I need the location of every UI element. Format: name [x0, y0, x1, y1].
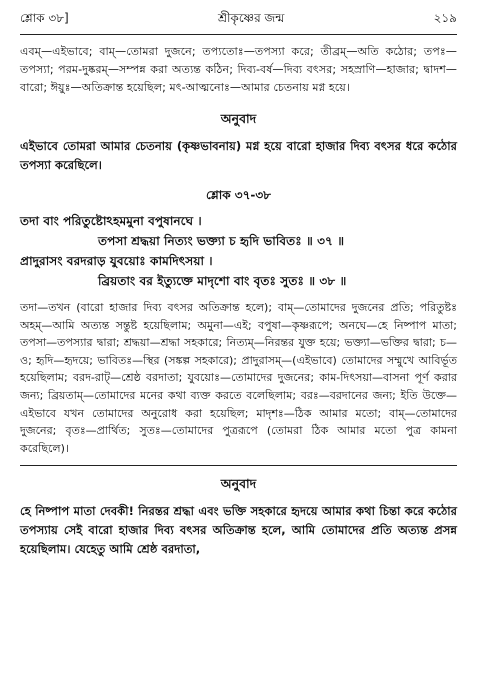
- verse-reference: শ্লোক ৩৮]: [20, 11, 69, 25]
- translation-text-1: এইভাবে তোমরা আমার চেতনায় (কৃষ্ণভাবনায়) মগ্ন হয়ে বারো হাজার দিব্য বৎসর ধরে কঠোর তপস্যা করেছিলে।: [20, 139, 457, 172]
- running-header: [20, 10, 457, 35]
- intro-synonyms: এবম্—এইভাবে; বাম্—তোমরা দুজনে; তপ্যতোঃ—তপস্যা করে; তীব্রম্—অতি কঠোর; তপঃ—তপস্যা; পরম-দুষ্করম্—সম্পন্ন করা অত্যন্ত কঠিন; দিব্য-বর্ষ—দিব্য বৎসর; সহস্রাণি—হাজার; দ্বাদশ—বারো; ঈয়ুঃ—অতিক্রান্ত হয়েছিল; মৎ-আত্মনোঃ—আমার চেতনায় মগ্ন হয়ে।: [20, 45, 457, 94]
- word-synonyms: তদা—তখন (বারো হাজার দিব্য বৎসর অতিক্রান্ত হলে); বাম্—তোমাদের দুজনের প্রতি; পরিতুষ্টঃ অহম্—আমি অত্যন্ত সন্তুষ্ট হয়েছিলাম; অমুনা—এই; বপুষা—কৃষ্ণরূপে; অনঘে—হে নিষ্পাপ মাতা; তপসা—তপস্যার দ্বারা; শ্রদ্ধয়া—শ্রদ্ধা সহকারে; নিত্যম্—নিরন্তর যুক্ত হয়ে; ভক্ত্যা—ভক্তির দ্বারা; চ—ও; হৃদি—হৃদয়ে; ভাবিতঃ—স্থির (সঙ্কল্প সহকারে); প্রাদুরাসম্—(এইভাবে) তোমাদের সম্মুখে আবির্ভূত হয়েছিলাম; বরদ-রাট্—শ্রেষ্ঠ বরদাতা; যুবয়োঃ—তোমাদের দুজনের; কাম-দিৎসয়া—বাসনা পূর্ণ করার জন্য; ব্রিয়তাম্—তোমাদের মনের কথা ব্যক্ত করতে বলেছিলাম; বরঃ—বরদানের জন্য; ইতি উক্তে—এইভাবে যখন তোমাদের অনুরোধ করা হয়েছিল; মাদৃশঃ—ঠিক আমার মতো; বাম্—তোমাদের দুজনের; বৃতঃ—প্রার্থিত; সুতঃ—তোমাদের পুত্ররূপে (তোমরা ঠিক আমার মতো পুত্র কামনা করেছিলে)।: [20, 301, 457, 455]
- verse-line-3: প্রাদুরাসং বরদরাড় যুবয়োঃ কামদিৎসয়া ।: [20, 254, 213, 268]
- section-divider: [20, 465, 457, 466]
- verse-title: শ্লোক ৩৭-৩৮: [206, 188, 271, 202]
- verse-line-2: তপসা শ্রদ্ধয়া নিত্যং ভক্ত্যা চ হৃদি ভাবিতঃ ॥ ৩৭ ॥: [98, 234, 345, 248]
- page-number: ২১৯: [433, 11, 457, 25]
- verse-line-1: তদা বাং পরিতুষ্টোঽহমমুনা বপুষানঘে ।: [20, 214, 202, 228]
- verse-text: [20, 211, 457, 291]
- chapter-title: শ্রীকৃষ্ণের জন্ম: [217, 11, 285, 25]
- translation-heading-2: অনুবাদ: [220, 476, 257, 492]
- translation-heading-1: অনুবাদ: [220, 111, 257, 126]
- translation-text-2: হে নিষ্পাপ মাতা দেবকী! নিরন্তর শ্রদ্ধা এবং ভক্তি সহকারে হৃদয়ে আমার কথা চিন্তা করে কঠোর তপস্যায় সেই বারো হাজার দিব্য বৎসর অতিক্রান্ত হলে, আমি তোমাদের প্রতি অত্যন্ত প্রসন্ন হয়েছিলাম। যেহেতু আমি শ্রেষ্ঠ বরদাতা,: [20, 504, 457, 557]
- verse-line-4: ব্রিয়তাং বর ইত্যুক্তে মাদৃশো বাং বৃতঃ সুতঃ ॥ ৩৮ ॥: [98, 274, 347, 288]
